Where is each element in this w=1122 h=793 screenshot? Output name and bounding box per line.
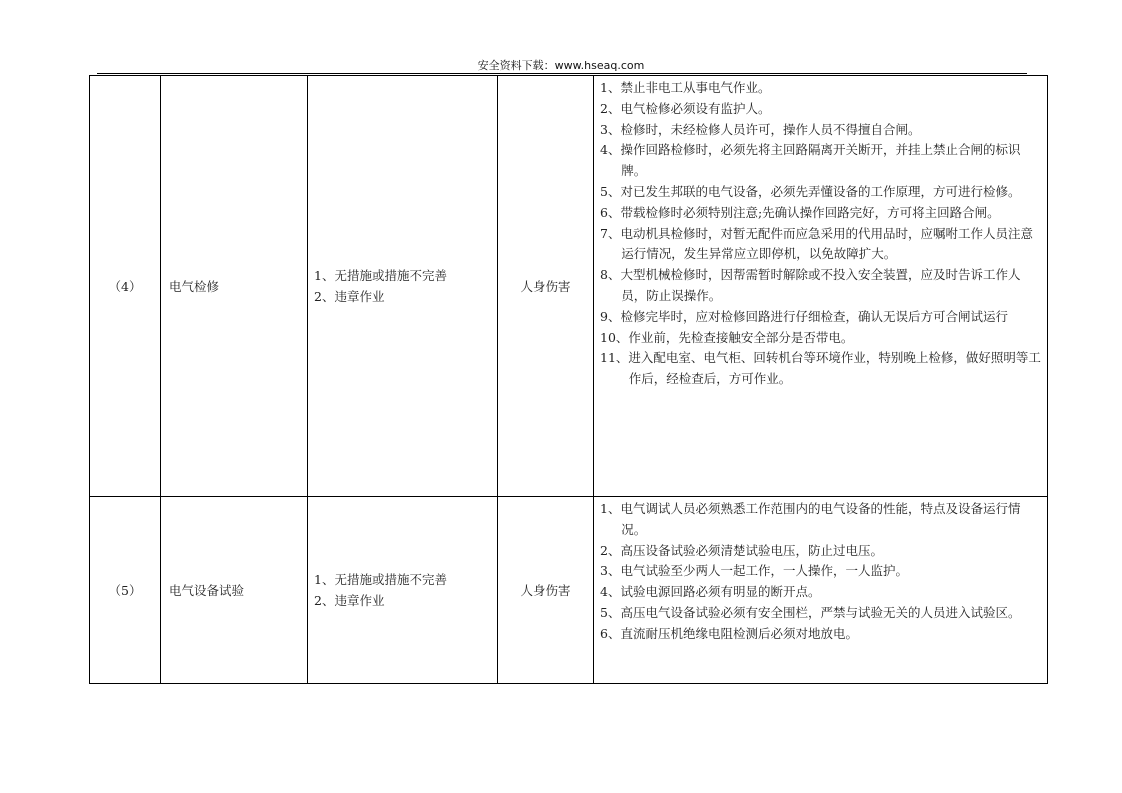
measure-item: 2、高压设备试验必须清楚试验电压，防止过电压。 xyxy=(600,542,883,558)
control-measures xyxy=(594,76,1048,497)
measure-item: 7、电动机具检修时，对暂无配件而应急采用的代用品时，应嘱咐工作人员注意运行情况，发生异常应立即停机，以免故障扩大。 xyxy=(600,225,1033,262)
measure-item: 4、操作回路检修时，必须先将主回路隔离开关断开，并挂上禁止合闸的标识牌。 xyxy=(600,142,1021,179)
table-row xyxy=(90,497,1048,684)
harm-type: 人身伤害 xyxy=(498,497,594,684)
hazard-table xyxy=(89,75,1048,684)
measure-item: 11、进入配电室、电气柜、回转机台等环境作业，特别晚上检修，做好照明等工作后，经检查后，方可作业。 xyxy=(600,350,1041,387)
measure-item: 3、电气试验至少两人一起工作，一人操作，一人监护。 xyxy=(600,563,908,579)
measure-item: 6、直流耐压机绝缘电阻检测后必须对地放电。 xyxy=(600,625,858,641)
measure-item: 5、高压电气设备试验必须有安全围栏，严禁与试验无关的人员进入试验区。 xyxy=(600,604,1021,620)
cause-item: 1、无措施或措施不完善 xyxy=(314,572,447,587)
row-number: （5） xyxy=(90,497,161,684)
cause-item: 2、违章作业 xyxy=(314,289,385,304)
control-measures xyxy=(594,497,1048,684)
measure-item: 2、电气检修必须设有监护人。 xyxy=(600,100,771,116)
measure-item: 4、试验电源回路必须有明显的断开点。 xyxy=(600,584,821,600)
row-number: （4） xyxy=(90,76,161,497)
hazard-causes xyxy=(308,76,498,497)
measure-item: 1、电气调试人员必须熟悉工作范围内的电气设备的性能，特点及设备运行情况。 xyxy=(600,501,1021,537)
cause-item: 1、无措施或措施不完善 xyxy=(314,268,447,283)
cause-item: 2、违章作业 xyxy=(314,593,385,608)
page-header-site: 安全资料下载：www.hseaq.com xyxy=(477,59,645,72)
measure-item: 10、作业前，先检查接触安全部分是否带电。 xyxy=(600,329,854,345)
measure-item: 1、禁止非电工从事电气作业。 xyxy=(600,80,771,95)
measure-item: 5、对已发生邦联的电气设备，必须先弄懂设备的工作原理，方可进行检修。 xyxy=(600,183,1021,199)
task-name: 电气检修 xyxy=(161,76,308,497)
measure-item: 6、带载检修时必须特别注意;先确认操作回路完好，方可将主回路合闸。 xyxy=(600,204,1000,220)
measure-item: 8、大型机械检修时，因帮需暂时解除或不投入安全装置，应及时告诉工作人员，防止误操作。 xyxy=(600,267,1021,303)
hazard-causes xyxy=(308,497,498,684)
measure-item: 3、检修时，未经检修人员许可，操作人员不得擅自合闸。 xyxy=(600,121,921,137)
task-name: 电气设备试验 xyxy=(161,497,308,684)
harm-type: 人身伤害 xyxy=(498,76,594,497)
table-row xyxy=(90,76,1048,497)
header-rule xyxy=(97,73,1027,74)
measure-item: 9、检修完毕时，应对检修回路进行仔细检查，确认无误后方可合闸试运行 xyxy=(600,308,1008,324)
